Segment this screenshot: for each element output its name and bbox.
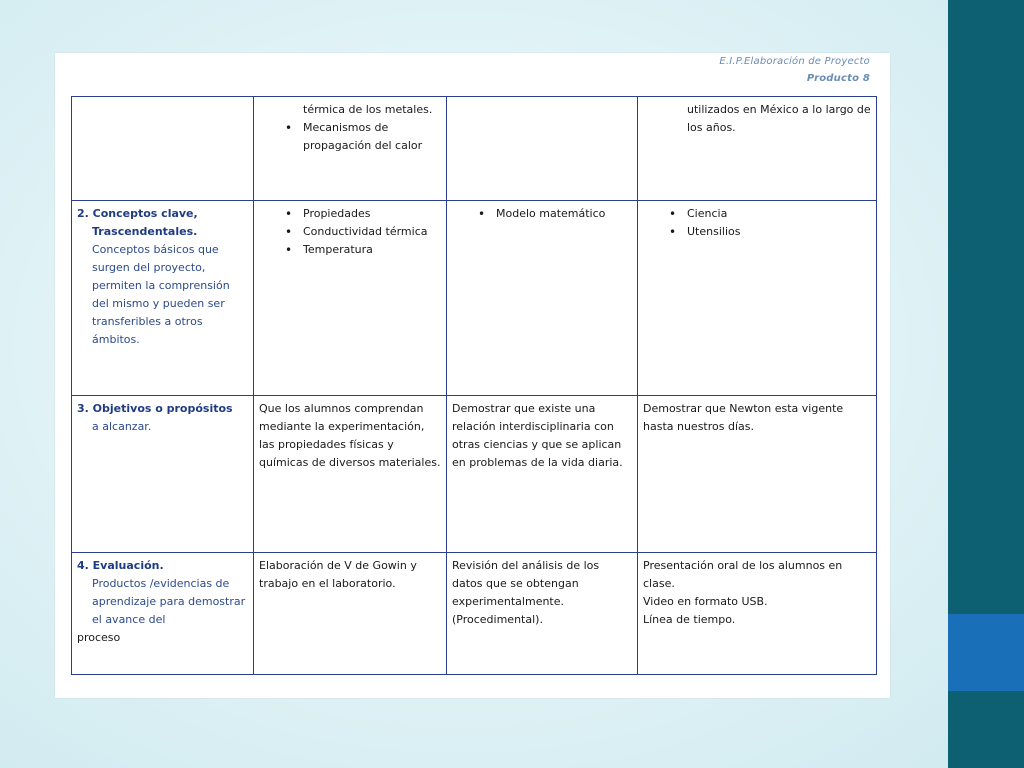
list-item: • Conductividad térmica xyxy=(303,223,441,241)
cell-line: Video en formato USB. xyxy=(643,595,768,608)
table-cell: Revisión del análisis de los datos que se obtengan experimentalmente. (Procedimental). xyxy=(447,553,638,675)
list-item: • Ciencia xyxy=(687,205,871,223)
table-row xyxy=(72,201,877,396)
table-cell xyxy=(72,97,254,201)
table-cell xyxy=(447,201,638,396)
row-description: a alcanzar. xyxy=(92,420,152,433)
list-item: • Temperatura xyxy=(303,241,441,259)
document-page xyxy=(55,53,890,698)
header-project-label: E.I.P.Elaboración de Proyecto xyxy=(719,56,870,67)
list-item: • Utensilios xyxy=(687,223,871,241)
row-header-evaluacion xyxy=(72,553,254,675)
header-product-label: Producto 8 xyxy=(806,73,870,84)
table-cell xyxy=(638,201,877,396)
table-cell: Que los alumnos comprendan mediante la experimentación, las propiedades físicas y químicas de diversos materiales. xyxy=(254,396,447,553)
cell-continued-text: térmica de los metales. xyxy=(303,103,433,116)
table-row xyxy=(72,97,877,201)
cell-line: Línea de tiempo. xyxy=(643,613,736,626)
table-cell xyxy=(254,201,447,396)
table-cell xyxy=(447,97,638,201)
table-cell xyxy=(254,97,447,201)
list-item: • Mecanismos de propagación del calor xyxy=(303,119,441,155)
cell-continued-text: utilizados en México a lo largo de los años. xyxy=(687,103,871,134)
project-table xyxy=(71,96,877,675)
bullet-list xyxy=(643,205,871,241)
cell-line: Presentación oral de los alumnos en clase. xyxy=(643,559,843,590)
row-description: Productos /evidencias de aprendizaje para demostrar el avance del xyxy=(92,577,246,626)
table-cell xyxy=(638,97,877,201)
table-cell: Elaboración de V de Gowin y trabajo en el laboratorio. xyxy=(254,553,447,675)
table-cell xyxy=(638,553,877,675)
table-cell: Demostrar que Newton esta vigente hasta nuestros días. xyxy=(638,396,877,553)
bullet-list xyxy=(259,119,441,155)
row-title-continued: Trascendentales. xyxy=(92,225,198,238)
table-row xyxy=(72,396,877,553)
list-item: • Propiedades xyxy=(303,205,441,223)
row-header-objetivos xyxy=(72,396,254,553)
table-cell: Demostrar que existe una relación interdisciplinaria con otras ciencias y que se aplican en problemas de la vida diaria. xyxy=(447,396,638,553)
row-description-tail: proceso xyxy=(77,631,121,644)
row-header-conceptos xyxy=(72,201,254,396)
row-title: 4. Evaluación. xyxy=(77,559,164,572)
bullet-list xyxy=(259,205,441,259)
list-item: • Modelo matemático xyxy=(496,205,632,223)
row-description: Conceptos básicos que surgen del proyecto, permiten la comprensión del mismo y pueden ser transferibles a otros ámbitos. xyxy=(92,243,230,346)
bullet-list xyxy=(452,205,632,223)
row-title: 3. Objetivos o propósitos xyxy=(77,402,233,415)
row-title: 2. Conceptos clave, xyxy=(77,207,198,220)
table-row xyxy=(72,553,877,675)
slide-side-accent xyxy=(948,614,1024,691)
